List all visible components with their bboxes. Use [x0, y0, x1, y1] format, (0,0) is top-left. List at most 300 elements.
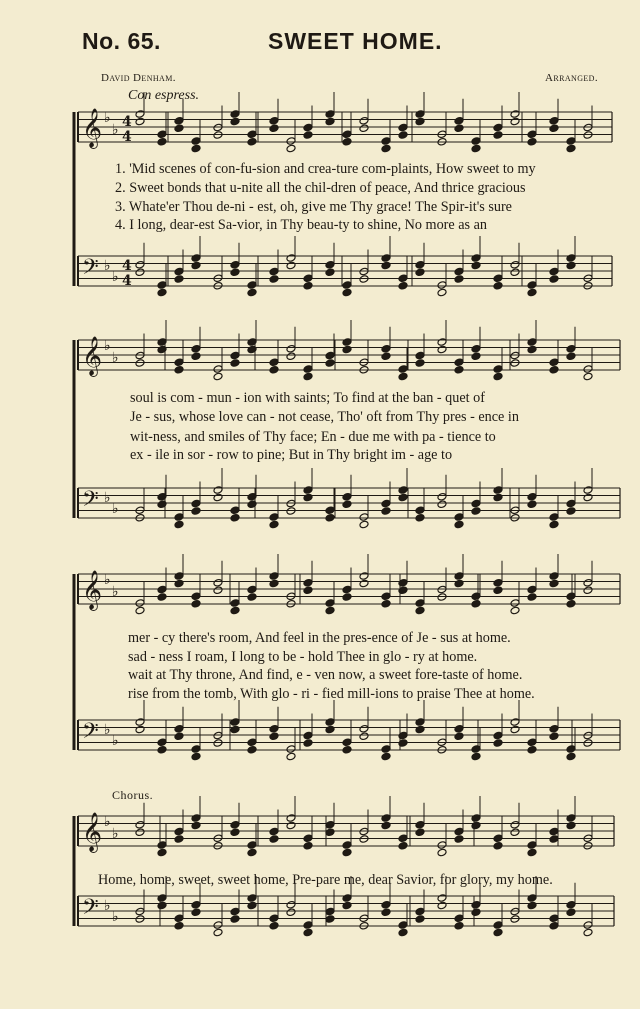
- author-credit: David Denham.: [101, 72, 176, 84]
- note-head: [191, 745, 201, 754]
- note-head: [566, 254, 576, 263]
- note-head: [325, 915, 335, 924]
- note-head: [398, 493, 408, 502]
- note-head: [493, 586, 503, 595]
- note-head: [437, 894, 447, 903]
- note-head: [527, 338, 537, 347]
- note-head: [527, 288, 537, 297]
- note-head: [135, 268, 145, 277]
- note-head: [303, 928, 313, 937]
- note-head: [303, 841, 313, 850]
- note-head: [286, 821, 296, 830]
- note-head: [415, 599, 425, 608]
- note-head: [566, 144, 576, 153]
- note-head: [471, 144, 481, 153]
- note-head: [493, 123, 503, 132]
- note-head: [398, 274, 408, 283]
- note-head: [381, 745, 391, 754]
- note-head: [566, 821, 576, 830]
- note-head: [342, 901, 352, 910]
- note-head: [230, 260, 240, 269]
- note-head: [325, 260, 335, 269]
- note-head: [191, 599, 201, 608]
- note-head: [454, 365, 464, 374]
- note-head: [549, 513, 559, 522]
- note-head: [415, 820, 425, 829]
- note-head: [549, 579, 559, 588]
- note-head: [157, 894, 167, 903]
- note-head: [566, 507, 576, 516]
- note-head: [191, 254, 201, 263]
- note-head: [135, 828, 145, 837]
- note-head: [230, 907, 240, 916]
- note-head: [325, 359, 335, 368]
- note-head: [398, 486, 408, 495]
- note-head: [510, 117, 520, 126]
- note-head: [213, 493, 223, 502]
- note-head: [437, 841, 447, 850]
- note-head: [527, 281, 537, 290]
- note-head: [493, 739, 503, 748]
- note-head: [549, 358, 559, 367]
- note-head: [398, 834, 408, 843]
- note-head: [510, 828, 520, 837]
- note-head: [269, 914, 279, 923]
- note-head: [415, 606, 425, 615]
- note-head: [381, 507, 391, 516]
- note-head: [174, 520, 184, 529]
- note-head: [510, 820, 520, 829]
- lyric-line: 4. I long, dear-est Sa-vior, in Thy beau-ty to shine, No more as an: [115, 217, 488, 233]
- note-head: [213, 928, 223, 937]
- note-head: [157, 901, 167, 910]
- note-head: [174, 275, 184, 284]
- note-head: [247, 848, 257, 857]
- note-head: [493, 372, 503, 381]
- note-head: [493, 834, 503, 843]
- note-head: [174, 827, 184, 836]
- note-head: [303, 493, 313, 502]
- flat-icon: ♭: [104, 110, 111, 126]
- note-head: [174, 365, 184, 374]
- note-head: [247, 738, 257, 747]
- note-head: [269, 513, 279, 522]
- note-head: [415, 513, 425, 522]
- note-head: [191, 507, 201, 516]
- note-head: [213, 365, 223, 374]
- note-head: [191, 900, 201, 909]
- note-head: [325, 513, 335, 522]
- note-head: [381, 254, 391, 263]
- note-head: [381, 344, 391, 353]
- flat-icon: ♭: [104, 258, 111, 274]
- note-head: [583, 365, 593, 374]
- note-head: [135, 725, 145, 734]
- note-head: [471, 752, 481, 761]
- note-head: [286, 261, 296, 270]
- note-head: [415, 907, 425, 916]
- note-head: [566, 592, 576, 601]
- note-head: [269, 275, 279, 284]
- note-head: [415, 260, 425, 269]
- note-head: [549, 914, 559, 923]
- note-head: [342, 738, 352, 747]
- note-head: [381, 900, 391, 909]
- note-head: [454, 827, 464, 836]
- note-head: [566, 499, 576, 508]
- note-head: [471, 599, 481, 608]
- flat-icon: ♭: [104, 490, 111, 506]
- note-head: [437, 281, 447, 290]
- note-head: [381, 261, 391, 270]
- note-head: [398, 123, 408, 132]
- note-head: [213, 586, 223, 595]
- note-head: [454, 513, 464, 522]
- note-head: [174, 124, 184, 133]
- note-head: [381, 752, 391, 761]
- note-head: [269, 124, 279, 133]
- note-head: [247, 137, 257, 146]
- note-head: [454, 921, 464, 930]
- note-head: [342, 841, 352, 850]
- lyric-line: Je - sus, whose love can - not cease, Tho' oft from Thy pres - ence in: [130, 409, 519, 425]
- note-head: [583, 586, 593, 595]
- flat-icon: ♭: [104, 338, 111, 354]
- note-head: [471, 137, 481, 146]
- note-head: [359, 732, 369, 741]
- note-head: [247, 281, 257, 290]
- note-head: [415, 268, 425, 277]
- note-head: [135, 820, 145, 829]
- note-head: [398, 928, 408, 937]
- note-head: [415, 725, 425, 734]
- note-head: [398, 281, 408, 290]
- note-head: [566, 752, 576, 761]
- tempo-marking: Con espress.: [128, 88, 200, 103]
- note-head: [191, 592, 201, 601]
- note-head: [303, 365, 313, 374]
- note-head: [174, 914, 184, 923]
- note-head: [191, 352, 201, 361]
- arranged-credit: Arranged.: [545, 72, 598, 84]
- note-head: [510, 260, 520, 269]
- note-head: [471, 352, 481, 361]
- note-head: [286, 344, 296, 353]
- lyric-line: soul is com - mun - ion with saints; To find at the ban - quet of: [130, 390, 485, 406]
- note-head: [157, 848, 167, 857]
- note-head: [549, 520, 559, 529]
- note-head: [437, 492, 447, 501]
- note-head: [527, 593, 537, 602]
- note-head: [437, 901, 447, 910]
- note-head: [342, 137, 352, 146]
- note-head: [269, 732, 279, 741]
- note-head: [303, 578, 313, 587]
- lyric-line: 1. 'Mid scenes of con-fu-sion and crea-ture com-plaints, How sweet to my: [115, 161, 536, 177]
- note-head: [157, 130, 167, 139]
- note-head: [471, 499, 481, 508]
- note-head: [493, 365, 503, 374]
- note-head: [527, 500, 537, 509]
- note-head: [342, 745, 352, 754]
- note-head: [269, 724, 279, 733]
- note-head: [230, 828, 240, 837]
- note-head: [174, 572, 184, 581]
- note-head: [583, 928, 593, 937]
- note-head: [437, 848, 447, 857]
- note-head: [269, 365, 279, 374]
- note-head: [174, 513, 184, 522]
- note-head: [471, 745, 481, 754]
- note-head: [286, 352, 296, 361]
- note-head: [566, 137, 576, 146]
- note-head: [157, 137, 167, 146]
- note-head: [157, 593, 167, 602]
- note-head: [303, 281, 313, 290]
- note-head: [325, 117, 335, 126]
- note-head: [174, 358, 184, 367]
- note-head: [583, 486, 593, 495]
- note-head: [157, 585, 167, 594]
- note-head: [359, 116, 369, 125]
- note-head: [174, 724, 184, 733]
- lyric-line: mer - cy there's room, And feel in the pres-ence of Je - sus at home.: [128, 630, 511, 646]
- note-head: [286, 814, 296, 823]
- treble-clef-icon: 𝄞: [82, 812, 103, 852]
- note-head: [527, 130, 537, 139]
- note-head: [174, 835, 184, 844]
- note-head: [191, 908, 201, 917]
- note-head: [549, 835, 559, 844]
- note-head: [230, 606, 240, 615]
- note-head: [157, 841, 167, 850]
- note-head: [359, 124, 369, 133]
- note-head: [549, 267, 559, 276]
- note-head: [303, 274, 313, 283]
- note-head: [247, 841, 257, 850]
- flat-icon: ♭: [112, 733, 119, 749]
- note-head: [269, 116, 279, 125]
- note-head: [527, 585, 537, 594]
- note-head: [325, 110, 335, 119]
- note-head: [303, 739, 313, 748]
- note-head: [527, 345, 537, 354]
- note-head: [549, 827, 559, 836]
- bass-clef-icon: 𝄢: [82, 719, 99, 749]
- note-head: [454, 358, 464, 367]
- note-head: [510, 268, 520, 277]
- note-head: [191, 821, 201, 830]
- note-head: [247, 288, 257, 297]
- note-head: [303, 586, 313, 595]
- note-head: [549, 116, 559, 125]
- note-head: [566, 599, 576, 608]
- note-head: [135, 599, 145, 608]
- note-head: [398, 921, 408, 930]
- note-head: [493, 486, 503, 495]
- note-head: [437, 345, 447, 354]
- note-head: [342, 848, 352, 857]
- note-head: [381, 499, 391, 508]
- note-head: [230, 110, 240, 119]
- note-head: [303, 131, 313, 140]
- chorus-label: Chorus.: [112, 788, 154, 802]
- note-head: [549, 921, 559, 930]
- note-head: [191, 144, 201, 153]
- note-head: [415, 117, 425, 126]
- note-head: [359, 572, 369, 581]
- note-head: [566, 900, 576, 909]
- note-head: [342, 500, 352, 509]
- note-head: [230, 725, 240, 734]
- note-head: [549, 724, 559, 733]
- note-head: [157, 738, 167, 747]
- note-head: [303, 731, 313, 740]
- note-head: [342, 288, 352, 297]
- note-head: [398, 365, 408, 374]
- note-head: [454, 275, 464, 284]
- flat-icon: ♭: [104, 814, 111, 830]
- note-head: [286, 908, 296, 917]
- note-head: [527, 848, 537, 857]
- note-head: [359, 724, 369, 733]
- note-head: [286, 745, 296, 754]
- note-head: [471, 821, 481, 830]
- note-head: [325, 606, 335, 615]
- note-head: [247, 745, 257, 754]
- note-head: [566, 908, 576, 917]
- lyric-line: 2. Sweet bonds that u-nite all the chil-dren of peace, And thrice gracious: [115, 180, 526, 196]
- note-head: [454, 914, 464, 923]
- bass-clef-icon: 𝄢: [82, 895, 99, 925]
- note-head: [549, 365, 559, 374]
- note-head: [471, 254, 481, 263]
- flat-icon: ♭: [112, 584, 119, 600]
- time-signature-bottom: 4: [122, 273, 132, 289]
- note-head: [286, 254, 296, 263]
- note-head: [247, 894, 257, 903]
- time-signature-top: 4: [122, 114, 132, 130]
- hymn-number: No. 65.: [82, 28, 161, 54]
- note-head: [527, 841, 537, 850]
- flat-icon: ♭: [112, 269, 119, 285]
- note-head: [381, 144, 391, 153]
- note-head: [493, 281, 503, 290]
- note-head: [549, 732, 559, 741]
- note-head: [398, 131, 408, 140]
- note-head: [359, 513, 369, 522]
- note-head: [269, 572, 279, 581]
- note-head: [510, 110, 520, 119]
- note-head: [381, 821, 391, 830]
- note-head: [471, 900, 481, 909]
- note-head: [527, 738, 537, 747]
- flat-icon: ♭: [112, 909, 119, 925]
- note-head: [174, 732, 184, 741]
- note-head: [471, 592, 481, 601]
- note-head: [230, 718, 240, 727]
- note-head: [493, 493, 503, 502]
- note-head: [493, 578, 503, 587]
- note-head: [213, 921, 223, 930]
- note-head: [527, 901, 537, 910]
- flat-icon: ♭: [112, 826, 119, 842]
- note-head: [415, 828, 425, 837]
- note-head: [286, 144, 296, 153]
- note-head: [471, 261, 481, 270]
- note-head: [510, 725, 520, 734]
- note-head: [230, 599, 240, 608]
- note-head: [471, 814, 481, 823]
- note-head: [135, 260, 145, 269]
- lyric-line: ex - ile in sor - row to pine; But in Thy bright im - age to: [130, 447, 453, 463]
- note-head: [247, 130, 257, 139]
- note-head: [230, 506, 240, 515]
- note-head: [566, 344, 576, 353]
- note-head: [566, 745, 576, 754]
- note-head: [286, 752, 296, 761]
- note-head: [325, 725, 335, 734]
- note-head: [157, 281, 167, 290]
- note-head: [325, 506, 335, 515]
- note-head: [493, 921, 503, 930]
- note-head: [325, 351, 335, 360]
- note-head: [527, 137, 537, 146]
- note-head: [286, 900, 296, 909]
- note-head: [415, 110, 425, 119]
- note-head: [247, 585, 257, 594]
- note-head: [157, 745, 167, 754]
- note-head: [269, 835, 279, 844]
- note-head: [342, 345, 352, 354]
- note-head: [342, 492, 352, 501]
- note-head: [213, 372, 223, 381]
- treble-clef-icon: 𝄞: [82, 570, 103, 610]
- note-head: [135, 110, 145, 119]
- note-head: [454, 732, 464, 741]
- flat-icon: ♭: [112, 122, 119, 138]
- note-head: [174, 116, 184, 125]
- note-head: [415, 351, 425, 360]
- note-head: [342, 894, 352, 903]
- note-head: [527, 492, 537, 501]
- note-head: [303, 123, 313, 132]
- note-head: [269, 827, 279, 836]
- note-head: [510, 718, 520, 727]
- note-head: [174, 579, 184, 588]
- note-head: [471, 908, 481, 917]
- note-head: [493, 131, 503, 140]
- note-head: [493, 731, 503, 740]
- bass-clef-icon: 𝄢: [82, 255, 99, 285]
- note-head: [325, 599, 335, 608]
- note-head: [583, 372, 593, 381]
- note-head: [381, 908, 391, 917]
- note-head: [230, 513, 240, 522]
- note-head: [454, 579, 464, 588]
- note-head: [325, 718, 335, 727]
- note-head: [303, 486, 313, 495]
- note-head: [213, 578, 223, 587]
- note-head: [342, 130, 352, 139]
- note-head: [454, 724, 464, 733]
- note-head: [230, 117, 240, 126]
- note-head: [566, 352, 576, 361]
- note-head: [381, 137, 391, 146]
- note-head: [454, 520, 464, 529]
- note-head: [454, 572, 464, 581]
- note-head: [583, 578, 593, 587]
